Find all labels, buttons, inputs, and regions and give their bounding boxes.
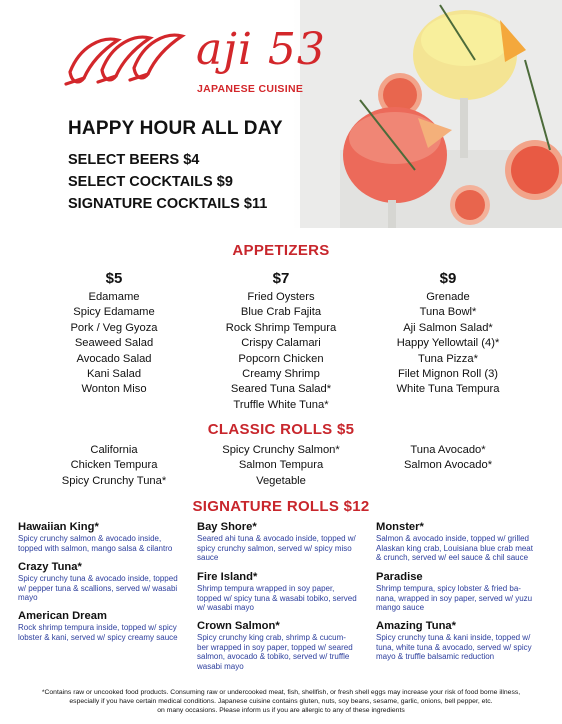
roll-name: Crown Salmon* [197,620,280,632]
roll-description: mayo [18,593,38,603]
roll-description: topped w/ spicy tuna & wasabi tobiko, served [197,593,357,603]
classic-rolls-column-1 [29,443,199,489]
menu-header [0,0,562,228]
roll-description: salmon, avocado & tobiko, served w/ truffle [197,652,350,662]
list-item: Wonton Miso [81,383,147,396]
list-item: Vegetable [256,474,306,487]
roll-description: Spicy crunchy king crab, shrimp & cucum- [197,633,346,642]
footnote-line: especially if you have certain medical conditions. Japanese cuisine contains gluten, nuts, soy beans, sesame, garlic, onions, bell pepper, etc. [69,698,493,705]
happy-hour-title: HAPPY HOUR ALL DAY [68,118,283,139]
classic-rolls-column-2 [196,443,366,489]
list-item: Avocado Salad [76,352,152,365]
roll-description: wasabi mayo [197,661,244,671]
list-item: Creamy Shrimp [242,368,320,381]
roll-name: Amazing Tuna* [376,620,456,632]
special-cocktails: SELECT COCKTAILS $9 [68,174,233,190]
list-item: Spicy Crunchy Tuna* [61,474,167,487]
list-item: Blue Crab Fajita [240,306,322,319]
list-item: Crispy Calamari [241,337,321,350]
list-item: White Tuna Tempura [396,383,500,396]
roll-description: & crunch, served w/ eel sauce & chil sauce [376,553,529,563]
price-label: $5 [105,270,123,287]
list-item: Aji Salmon Salad* [403,321,493,334]
list-item: Pork / Veg Gyoza [70,321,158,334]
list-item: Tuna Pizza* [418,352,478,365]
appetizers-column-7 [196,270,366,413]
cocktail-photo-icon [300,0,562,228]
list-item: Chicken Tempura [70,459,158,472]
special-signature-cocktails: SIGNATURE COCKTAILS $11 [68,196,268,212]
roll-description: w/ pepper tuna & scallions, served w/ wasabi [18,583,178,593]
classic-rolls-column-3 [363,443,533,474]
roll-name: Monster* [376,521,424,533]
allergy-footnote [8,688,554,715]
roll-description: mango sauce [376,603,425,613]
roll-description: mayo & truffle balsamic reduction [376,652,495,662]
list-item: Truffle White Tuna* [233,398,329,411]
roll-name: American Dream [18,610,107,622]
list-item: Seared Tuna Salad* [230,383,332,396]
roll-name: Crazy Tuna* [18,561,82,573]
roll-description: Shrimp tempura, spicy lobster & fried ba- [376,584,521,593]
roll-description: Salmon & avocado inside, topped w/ grilled [376,534,529,543]
roll-name: Paradise [376,571,423,583]
roll-description: Spicy crunchy tuna & kani inside, topped w/ [376,633,531,642]
roll-name: Hawaiian King* [18,521,99,533]
list-item: Kani Salad [86,368,142,381]
roll-monster [376,521,548,563]
classic-rolls-heading: CLASSIC ROLLS $5 [207,421,355,438]
special-beers: SELECT BEERS $4 [68,152,200,168]
list-item: Tuna Avocado* [410,444,486,456]
roll-description: w/ wasabi mayo [197,603,254,613]
roll-description: spicy crunchy salmon, served w/ spicy miso [197,543,352,553]
list-item: Edamame [88,291,140,303]
roll-description: Shrimp tempura wrapped in soy paper, [197,584,335,593]
roll-description: tuna, white tuna & avocado, served w/ spicy [376,642,532,652]
footnote-line: *Contains raw or uncooked food products. Consuming raw or undercooked meat, fish, shellfish, or fresh shell eggs may increase your risk of food borne illness, [41,689,521,696]
list-item: California [90,444,138,456]
footnote-line: on many occasions. Please inform us if you are allergic to any of these ingredients [157,707,405,714]
roll-description: nana, wrapped in soy paper, served w/ yuzu [376,593,533,603]
roll-description: ber wrapped in soy paper, topped w/ seared [197,642,353,652]
roll-description: Alaskan king crab, Louisiana blue crab meat [376,543,533,553]
roll-description: Rock shrimp tempura inside, topped w/ spicy [18,623,177,632]
brand-name: aji 53 [196,24,326,75]
roll-fire-island [197,571,369,613]
list-item: Popcorn Chicken [238,352,324,365]
roll-bay-shore [197,521,369,563]
list-item: Happy Yellowtail (4)* [396,337,500,350]
price-label: $9 [439,270,457,287]
roll-american-dream [18,610,190,642]
roll-description: topped with salmon, mango salsa & cilantro [18,543,173,553]
roll-amazing-tuna [376,620,548,662]
roll-name: Fire Island* [197,571,258,583]
list-item: Grenade [426,291,470,303]
roll-description: sauce [197,553,219,563]
list-item: Salmon Tempura [238,459,324,472]
list-item: Rock Shrimp Tempura [225,321,337,334]
appetizers-heading: APPETIZERS [232,242,330,259]
signature-rolls-heading: SIGNATURE ROLLS $12 [192,498,370,515]
list-item: Spicy Crunchy Salmon* [222,444,340,456]
roll-hawaiian-king [18,521,190,553]
appetizers-column-5 [29,270,199,398]
roll-paradise [376,571,548,613]
appetizers-column-9 [363,270,533,398]
fish-logo-icon [62,26,192,92]
list-item: Tuna Bowl* [419,306,477,319]
roll-description: Spicy crunchy salmon & avocado inside, [18,534,162,543]
list-item: Seaweed Salad [74,337,154,350]
list-item: Salmon Avocado* [403,459,493,472]
list-item: Spicy Edamame [73,306,155,319]
roll-crown-salmon [197,620,369,671]
list-item: Fried Oysters [247,291,315,303]
list-item: Filet Mignon Roll (3) [397,368,499,381]
roll-description: Spicy crunchy tuna & avocado inside, topped [18,574,178,583]
roll-name: Bay Shore* [197,521,257,533]
price-label: $7 [272,270,290,287]
brand-subtitle: JAPANESE CUISINE [197,83,304,95]
roll-description: Seared ahi tuna & avocado inside, topped w/ [197,534,356,543]
roll-description: lobster & kani, served w/ spicy creamy sauce [18,632,178,642]
roll-crazy-tuna [18,561,190,603]
